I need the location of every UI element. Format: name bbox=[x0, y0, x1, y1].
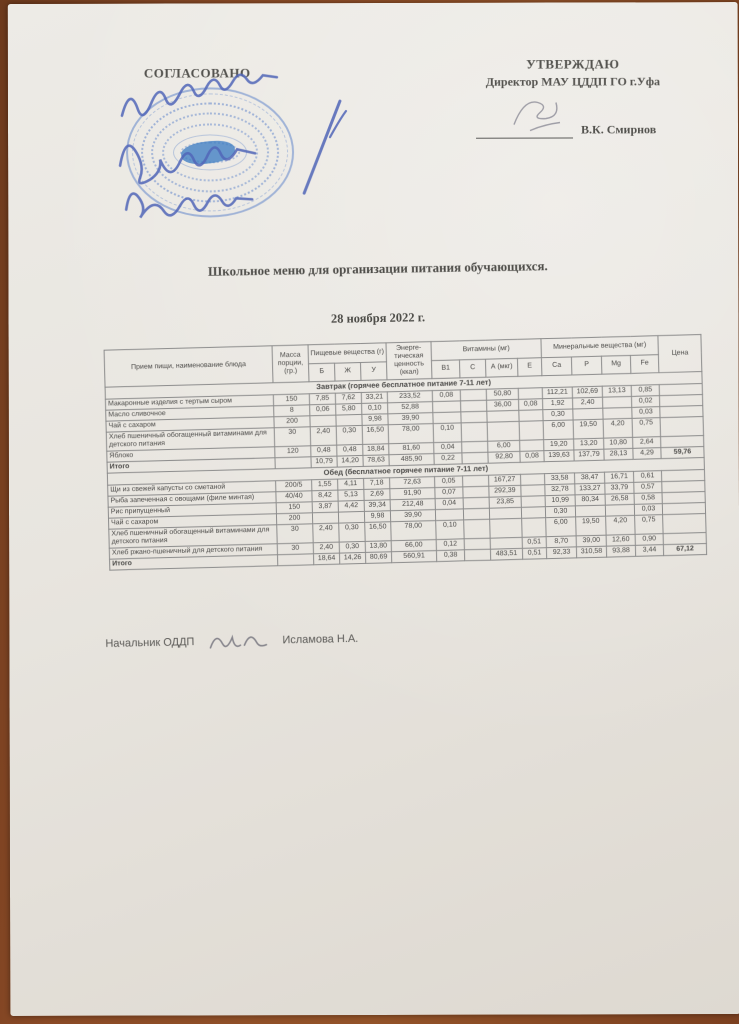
cell: 3,87 bbox=[312, 501, 338, 513]
cell: 19,20 bbox=[544, 439, 574, 451]
cell: 0,30 bbox=[336, 425, 362, 445]
cell bbox=[520, 473, 544, 485]
cell: 19,50 bbox=[576, 516, 606, 536]
menu-table-body bbox=[105, 372, 707, 571]
cell: 5,80 bbox=[336, 403, 362, 415]
cell: 0,48 bbox=[337, 445, 363, 457]
col-b1: В1 bbox=[431, 359, 459, 378]
cell: 137,79 bbox=[574, 449, 604, 461]
cell: 8,42 bbox=[312, 490, 338, 502]
cell: 66,00 bbox=[391, 540, 436, 552]
cell bbox=[660, 416, 703, 436]
cell: 4,11 bbox=[338, 478, 364, 490]
cell: Рыба запеченная с овощами (филе минтая) bbox=[108, 492, 276, 507]
cell: 19,50 bbox=[573, 419, 603, 439]
agreed-label: СОГЛАСОВАНО bbox=[143, 65, 251, 81]
cell: 8,70 bbox=[546, 536, 576, 548]
col-a: А (мкг) bbox=[485, 358, 517, 377]
cell bbox=[310, 415, 336, 427]
cell: 0,51 bbox=[522, 548, 546, 560]
cell: Хлеб ржано-пшеничный для детского питания bbox=[109, 544, 277, 559]
cell: 7,62 bbox=[335, 392, 361, 404]
cell: 0,08 bbox=[432, 390, 460, 402]
cell: 0,05 bbox=[435, 476, 463, 488]
cell: 0,30 bbox=[339, 541, 365, 553]
cell bbox=[522, 518, 547, 538]
cell: 5,13 bbox=[338, 489, 364, 501]
col-energy: Энерге-тическая ценность (ккал) bbox=[386, 342, 432, 380]
cell bbox=[519, 410, 543, 422]
cell: 13,80 bbox=[365, 541, 391, 553]
cell bbox=[521, 485, 545, 497]
cell: 13,20 bbox=[574, 438, 604, 450]
cell: 30 bbox=[277, 524, 313, 544]
cell: 39,90 bbox=[388, 413, 433, 425]
cell: 167,27 bbox=[489, 474, 521, 486]
cell: Итого bbox=[107, 458, 275, 473]
cell bbox=[435, 509, 463, 521]
cell: 0,48 bbox=[311, 445, 337, 457]
cell: 30 bbox=[277, 543, 313, 555]
cell: Рис припущенный bbox=[108, 503, 276, 518]
cell: 18,84 bbox=[363, 444, 389, 456]
document-title: Школьное меню для организации питания обучающихся. bbox=[207, 258, 548, 279]
cell: 33,79 bbox=[605, 482, 634, 494]
cell: Чай с сахаром bbox=[106, 417, 274, 432]
cell: 0,12 bbox=[436, 539, 464, 551]
cell: 120 bbox=[275, 446, 311, 458]
cell: 0,06 bbox=[310, 404, 336, 416]
cell: 72,63 bbox=[390, 476, 435, 488]
cell bbox=[520, 440, 544, 452]
cell: Хлеб пшеничный обогащенный витаминами для детского питания bbox=[106, 428, 274, 451]
document-paper bbox=[8, 2, 739, 1016]
cell: 9,98 bbox=[362, 414, 388, 426]
cell: Чай с сахаром bbox=[108, 514, 276, 529]
handwritten-signature-icon bbox=[108, 73, 358, 234]
cell: 0,10 bbox=[436, 520, 464, 540]
document-date: 28 ноября 2022 г. bbox=[330, 310, 426, 326]
cell: 4,20 bbox=[606, 515, 635, 535]
cell bbox=[312, 512, 338, 524]
cell: 212,48 bbox=[390, 498, 435, 510]
approve-label: УТВЕРЖДАЮ bbox=[526, 56, 620, 72]
cell: 38,47 bbox=[574, 472, 604, 484]
cell: 2,40 bbox=[313, 542, 339, 554]
cell: 33,58 bbox=[545, 473, 575, 485]
cell: 0,30 bbox=[545, 506, 575, 518]
cell: 28,13 bbox=[604, 448, 633, 460]
footer-block bbox=[105, 627, 358, 656]
cell: 0,04 bbox=[434, 442, 462, 454]
cell: 4,42 bbox=[338, 500, 364, 512]
col-fe: Fe bbox=[630, 354, 658, 373]
cell: 2,40 bbox=[313, 523, 339, 543]
section-title: Обед (бесплатное горячее питание 7-11 лет) bbox=[107, 458, 704, 485]
cell: 10,79 bbox=[311, 456, 337, 468]
cell: 292,39 bbox=[489, 485, 521, 497]
cell: 233,52 bbox=[387, 390, 432, 402]
cell: 80,34 bbox=[575, 494, 605, 506]
cell bbox=[518, 388, 542, 400]
cell: 30 bbox=[274, 427, 310, 447]
footer-position: Начальник ОДДП bbox=[105, 636, 195, 650]
col-carb: У bbox=[360, 361, 386, 380]
cell: 39,90 bbox=[390, 509, 435, 521]
cell: 81,60 bbox=[389, 443, 434, 455]
cell: 32,78 bbox=[545, 484, 575, 496]
cell bbox=[487, 410, 519, 422]
cell: 2,40 bbox=[310, 426, 336, 446]
cell: 150 bbox=[276, 502, 312, 514]
cell: 2,69 bbox=[364, 489, 390, 501]
cell: 36,00 bbox=[487, 399, 519, 411]
cell: 0,75 bbox=[632, 418, 661, 438]
cell bbox=[433, 412, 461, 424]
cell bbox=[489, 507, 521, 519]
cell: 0,58 bbox=[634, 492, 662, 504]
cell: 0,57 bbox=[634, 481, 662, 493]
cell: Хлеб пшеничный обогащенный витаминами для детского питания bbox=[109, 525, 277, 548]
cell bbox=[463, 486, 489, 498]
col-e: Е bbox=[517, 357, 541, 376]
cell bbox=[464, 519, 490, 539]
cell: 0,51 bbox=[522, 537, 546, 549]
cell: 0,04 bbox=[435, 498, 463, 510]
cell: 16,71 bbox=[604, 471, 633, 483]
cell: 14,20 bbox=[337, 456, 363, 468]
cell bbox=[490, 537, 522, 549]
cell: 560,91 bbox=[391, 551, 436, 563]
cell bbox=[462, 441, 488, 453]
cell: 78,00 bbox=[388, 424, 433, 444]
cell: 39,34 bbox=[364, 500, 390, 512]
cell: 50,80 bbox=[486, 388, 518, 400]
cell bbox=[433, 401, 461, 413]
col-fat: Ж bbox=[335, 362, 361, 381]
cell: 10,80 bbox=[604, 437, 633, 449]
cell: 78,00 bbox=[391, 521, 436, 541]
cell: 0,22 bbox=[434, 453, 462, 465]
cell: 0,03 bbox=[632, 407, 660, 419]
section-title: Завтрак (горячее бесплатное питание 7-11 лет) bbox=[105, 372, 702, 399]
cell: 16,50 bbox=[365, 522, 392, 542]
cell: 6,00 bbox=[488, 440, 520, 452]
cell: 0,08 bbox=[520, 451, 544, 463]
col-p: Р bbox=[571, 356, 601, 375]
cell: 14,26 bbox=[339, 553, 365, 565]
cell: 7,18 bbox=[364, 478, 390, 490]
col-ca: Са bbox=[541, 357, 571, 376]
cell bbox=[575, 505, 605, 517]
cell bbox=[461, 422, 487, 442]
menu-table bbox=[104, 334, 708, 571]
cell: 92,80 bbox=[488, 451, 520, 463]
cell: Щи из свежей капусты со сметаной bbox=[108, 481, 276, 496]
footer-signature-icon bbox=[206, 629, 270, 654]
col-mg: Mg bbox=[601, 355, 630, 374]
cell: Макаронные изделия с тертым сыром bbox=[105, 395, 273, 410]
cell bbox=[463, 497, 489, 509]
approve-block bbox=[428, 56, 718, 90]
cell: 485,90 bbox=[389, 454, 434, 466]
cell bbox=[461, 400, 487, 412]
footer-name: Исламова Н.А. bbox=[282, 632, 359, 647]
cell: Яблоко bbox=[107, 447, 275, 462]
cell: Итого bbox=[110, 555, 278, 570]
cell bbox=[336, 414, 362, 426]
cell: 13,13 bbox=[602, 385, 631, 397]
cell: 8 bbox=[274, 405, 310, 417]
cell: 91,90 bbox=[390, 487, 435, 499]
cell: 18,64 bbox=[313, 553, 339, 565]
cell: 1,55 bbox=[312, 479, 338, 491]
cell: 0,10 bbox=[433, 423, 461, 443]
cell bbox=[338, 511, 364, 523]
cell: 9,98 bbox=[364, 511, 390, 523]
cell: 93,88 bbox=[606, 545, 635, 557]
signature-row bbox=[476, 120, 726, 139]
cell: 23,85 bbox=[489, 496, 521, 508]
cell: 483,51 bbox=[490, 548, 522, 560]
cell: 0,30 bbox=[543, 409, 573, 421]
col-mass: Масса порции, (гр.) bbox=[272, 345, 309, 383]
cell: 92,33 bbox=[546, 547, 576, 559]
cell bbox=[605, 504, 634, 516]
cell: 67,12 bbox=[663, 544, 706, 556]
cell: 78,63 bbox=[363, 455, 389, 467]
cell: 200/5 bbox=[276, 480, 312, 492]
cell bbox=[519, 421, 544, 441]
cell bbox=[487, 421, 519, 441]
cell bbox=[663, 513, 706, 533]
cell bbox=[490, 518, 522, 538]
cell: 80,69 bbox=[365, 552, 391, 564]
cell: 39,00 bbox=[576, 535, 606, 547]
cell bbox=[573, 408, 603, 420]
col-nutrients: Пищевые вещества (г) bbox=[308, 343, 386, 364]
approver-name: В.К. Смирнов bbox=[580, 122, 657, 137]
cell bbox=[521, 507, 545, 519]
cell bbox=[464, 538, 490, 550]
cell: 40/40 bbox=[276, 491, 312, 503]
cell bbox=[603, 407, 632, 419]
col-c: С bbox=[459, 359, 485, 378]
cell: 0,02 bbox=[632, 396, 660, 408]
cell: 3,44 bbox=[635, 545, 663, 557]
cell: 33,21 bbox=[361, 392, 387, 404]
approver-title: Директор МАУ ЦДДП ГО г.Уфа bbox=[485, 74, 661, 89]
cell: 0,75 bbox=[635, 515, 664, 535]
cell: 310,58 bbox=[576, 546, 606, 558]
cell: 200 bbox=[274, 416, 310, 428]
cell: 6,00 bbox=[543, 420, 573, 440]
col-protein: Б bbox=[309, 363, 335, 382]
cell bbox=[462, 452, 488, 464]
cell: 0,03 bbox=[634, 504, 662, 516]
cell: 0,10 bbox=[362, 403, 388, 415]
cell: 0,38 bbox=[436, 550, 464, 562]
cell: 59,76 bbox=[661, 447, 704, 459]
cell: 0,07 bbox=[435, 487, 463, 499]
cell: 52,88 bbox=[388, 401, 433, 413]
cell bbox=[460, 389, 486, 401]
col-price: Цена bbox=[658, 335, 702, 373]
cell: 26,58 bbox=[605, 493, 634, 505]
cell: 0,30 bbox=[339, 522, 365, 542]
cell: 10,99 bbox=[545, 495, 575, 507]
col-dish: Прием пищи, наименование блюда bbox=[104, 346, 273, 388]
signature-line bbox=[476, 125, 573, 138]
cell: 16,50 bbox=[362, 425, 389, 445]
cell: 7,85 bbox=[309, 393, 335, 405]
cell: 102,69 bbox=[572, 386, 602, 398]
cell: 0,61 bbox=[633, 470, 661, 482]
cell: 4,29 bbox=[633, 448, 661, 460]
cell: 12,60 bbox=[606, 534, 635, 546]
cell: 0,08 bbox=[519, 399, 543, 411]
cell: 1,92 bbox=[543, 398, 573, 410]
cell: 6,00 bbox=[546, 517, 576, 537]
cell: 150 bbox=[273, 394, 309, 406]
cell: 133,27 bbox=[575, 483, 605, 495]
cell bbox=[278, 554, 314, 566]
cell: 4,20 bbox=[603, 418, 632, 438]
cell bbox=[463, 475, 489, 487]
cell bbox=[464, 549, 490, 561]
col-vitamins: Витамины (мг) bbox=[431, 339, 541, 360]
cell bbox=[603, 396, 632, 408]
cell bbox=[521, 496, 545, 508]
cell: 0,90 bbox=[635, 534, 663, 546]
cell: 112,21 bbox=[542, 387, 572, 399]
cell: 139,63 bbox=[544, 450, 574, 462]
cell bbox=[463, 508, 489, 520]
cell: 2,64 bbox=[633, 437, 661, 449]
cell: 2,40 bbox=[573, 397, 603, 409]
cell: 200 bbox=[276, 513, 312, 525]
cell bbox=[461, 411, 487, 423]
cell: 0,85 bbox=[631, 384, 659, 396]
col-minerals: Минеральные вещества (мг) bbox=[541, 336, 658, 358]
cell: Масло сливочное bbox=[106, 406, 274, 421]
